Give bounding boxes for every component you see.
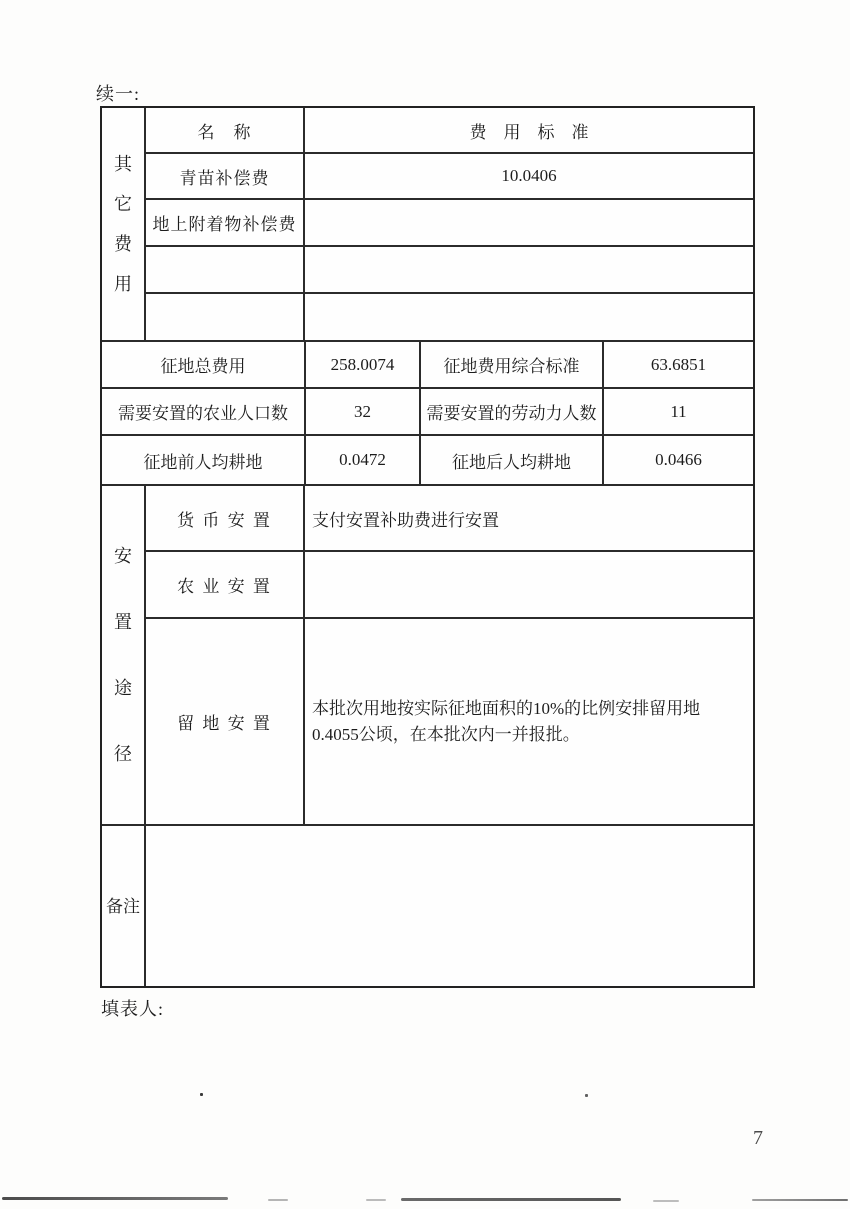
vertical-char: 它 <box>114 194 132 214</box>
other-fees-row-header <box>102 108 146 340</box>
summary-label: 征地后人均耕地 <box>421 436 604 484</box>
vertical-char: 置 <box>114 612 132 632</box>
fee-value-cell: 10.0406 <box>501 166 557 185</box>
remarks-section <box>102 826 753 986</box>
resettlement-type-cell: 农 业 安 置 <box>146 552 305 617</box>
land-requisition-table <box>100 106 755 988</box>
summary-value: 0.0472 <box>306 436 421 484</box>
fee-name-cell <box>146 294 305 340</box>
summary-label: 征地前人均耕地 <box>102 436 306 484</box>
form-filler-label: 填表人: <box>101 999 165 1019</box>
table-row <box>102 436 753 484</box>
summary-label: 征地总费用 <box>102 342 306 387</box>
table-row <box>146 200 753 247</box>
page-number: 7 <box>753 1127 763 1149</box>
resettlement-row-header <box>102 486 146 824</box>
scan-edge-line <box>2 1197 228 1200</box>
table-row <box>146 619 753 824</box>
table-row <box>146 486 753 552</box>
remarks-row-header <box>102 826 146 986</box>
scan-edge-line <box>752 1199 848 1201</box>
summary-rows <box>102 342 753 484</box>
summary-label: 需要安置的农业人口数 <box>102 389 306 434</box>
vertical-char: 途 <box>114 678 132 698</box>
summary-value: 0.0466 <box>655 450 702 469</box>
name-column-header: 名 称 <box>146 108 305 152</box>
other-fees-rows <box>146 108 753 340</box>
fee-name-cell: 青苗补偿费 <box>146 154 305 198</box>
table-row <box>146 552 753 619</box>
fee-name-cell: 地上附着物补偿费 <box>146 200 305 245</box>
table-header-row <box>146 108 753 154</box>
scan-edge-line <box>653 1200 679 1202</box>
continuation-label: 续一: <box>96 84 141 104</box>
vertical-char: 径 <box>114 744 132 764</box>
vertical-char: 费 <box>114 234 132 254</box>
scan-speck <box>200 1093 203 1096</box>
table-row <box>146 826 753 986</box>
fee-value-cell <box>305 200 753 245</box>
vertical-char: 其 <box>114 154 132 174</box>
summary-value: 11 <box>670 401 687 421</box>
table-row <box>102 389 753 436</box>
vertical-char: 用 <box>114 274 132 294</box>
table-row <box>146 247 753 294</box>
scan-edge-line <box>401 1198 621 1201</box>
resettlement-rows <box>146 486 753 824</box>
scan-speck <box>585 1094 588 1097</box>
resettlement-type-cell: 货 币 安 置 <box>146 486 305 550</box>
scan-edge-line <box>268 1199 288 1201</box>
resettlement-type-cell: 留 地 安 置 <box>146 619 305 824</box>
summary-value: 258.0074 <box>306 342 421 387</box>
summary-value: 63.6851 <box>650 354 707 374</box>
fee-value-cell <box>305 294 753 340</box>
fee-value-cell <box>305 247 753 292</box>
table-row <box>146 154 753 200</box>
other-fees-section <box>102 108 753 340</box>
remarks-content-cell <box>146 826 753 986</box>
resettlement-section <box>102 486 753 824</box>
summary-value: 32 <box>306 389 421 434</box>
resettlement-content-cell: 本批次用地按实际征地面积的10%的比例安排留用地0.4055公顷，在本批次内一并报批。 <box>312 698 701 744</box>
standard-column-header: 费 用 标 准 <box>469 122 589 142</box>
vertical-char: 安 <box>114 546 132 566</box>
table-row <box>146 294 753 340</box>
remarks-body <box>146 826 753 986</box>
summary-section <box>102 342 753 484</box>
table-row <box>102 342 753 389</box>
scan-edge-line <box>366 1199 386 1201</box>
remarks-label: 备注 <box>106 896 140 916</box>
resettlement-content-cell <box>305 552 753 617</box>
summary-label: 需要安置的劳动力人数 <box>421 389 604 434</box>
summary-label: 征地费用综合标准 <box>421 342 604 387</box>
fee-name-cell <box>146 247 305 292</box>
resettlement-content-cell: 支付安置补助费进行安置 <box>312 510 499 530</box>
